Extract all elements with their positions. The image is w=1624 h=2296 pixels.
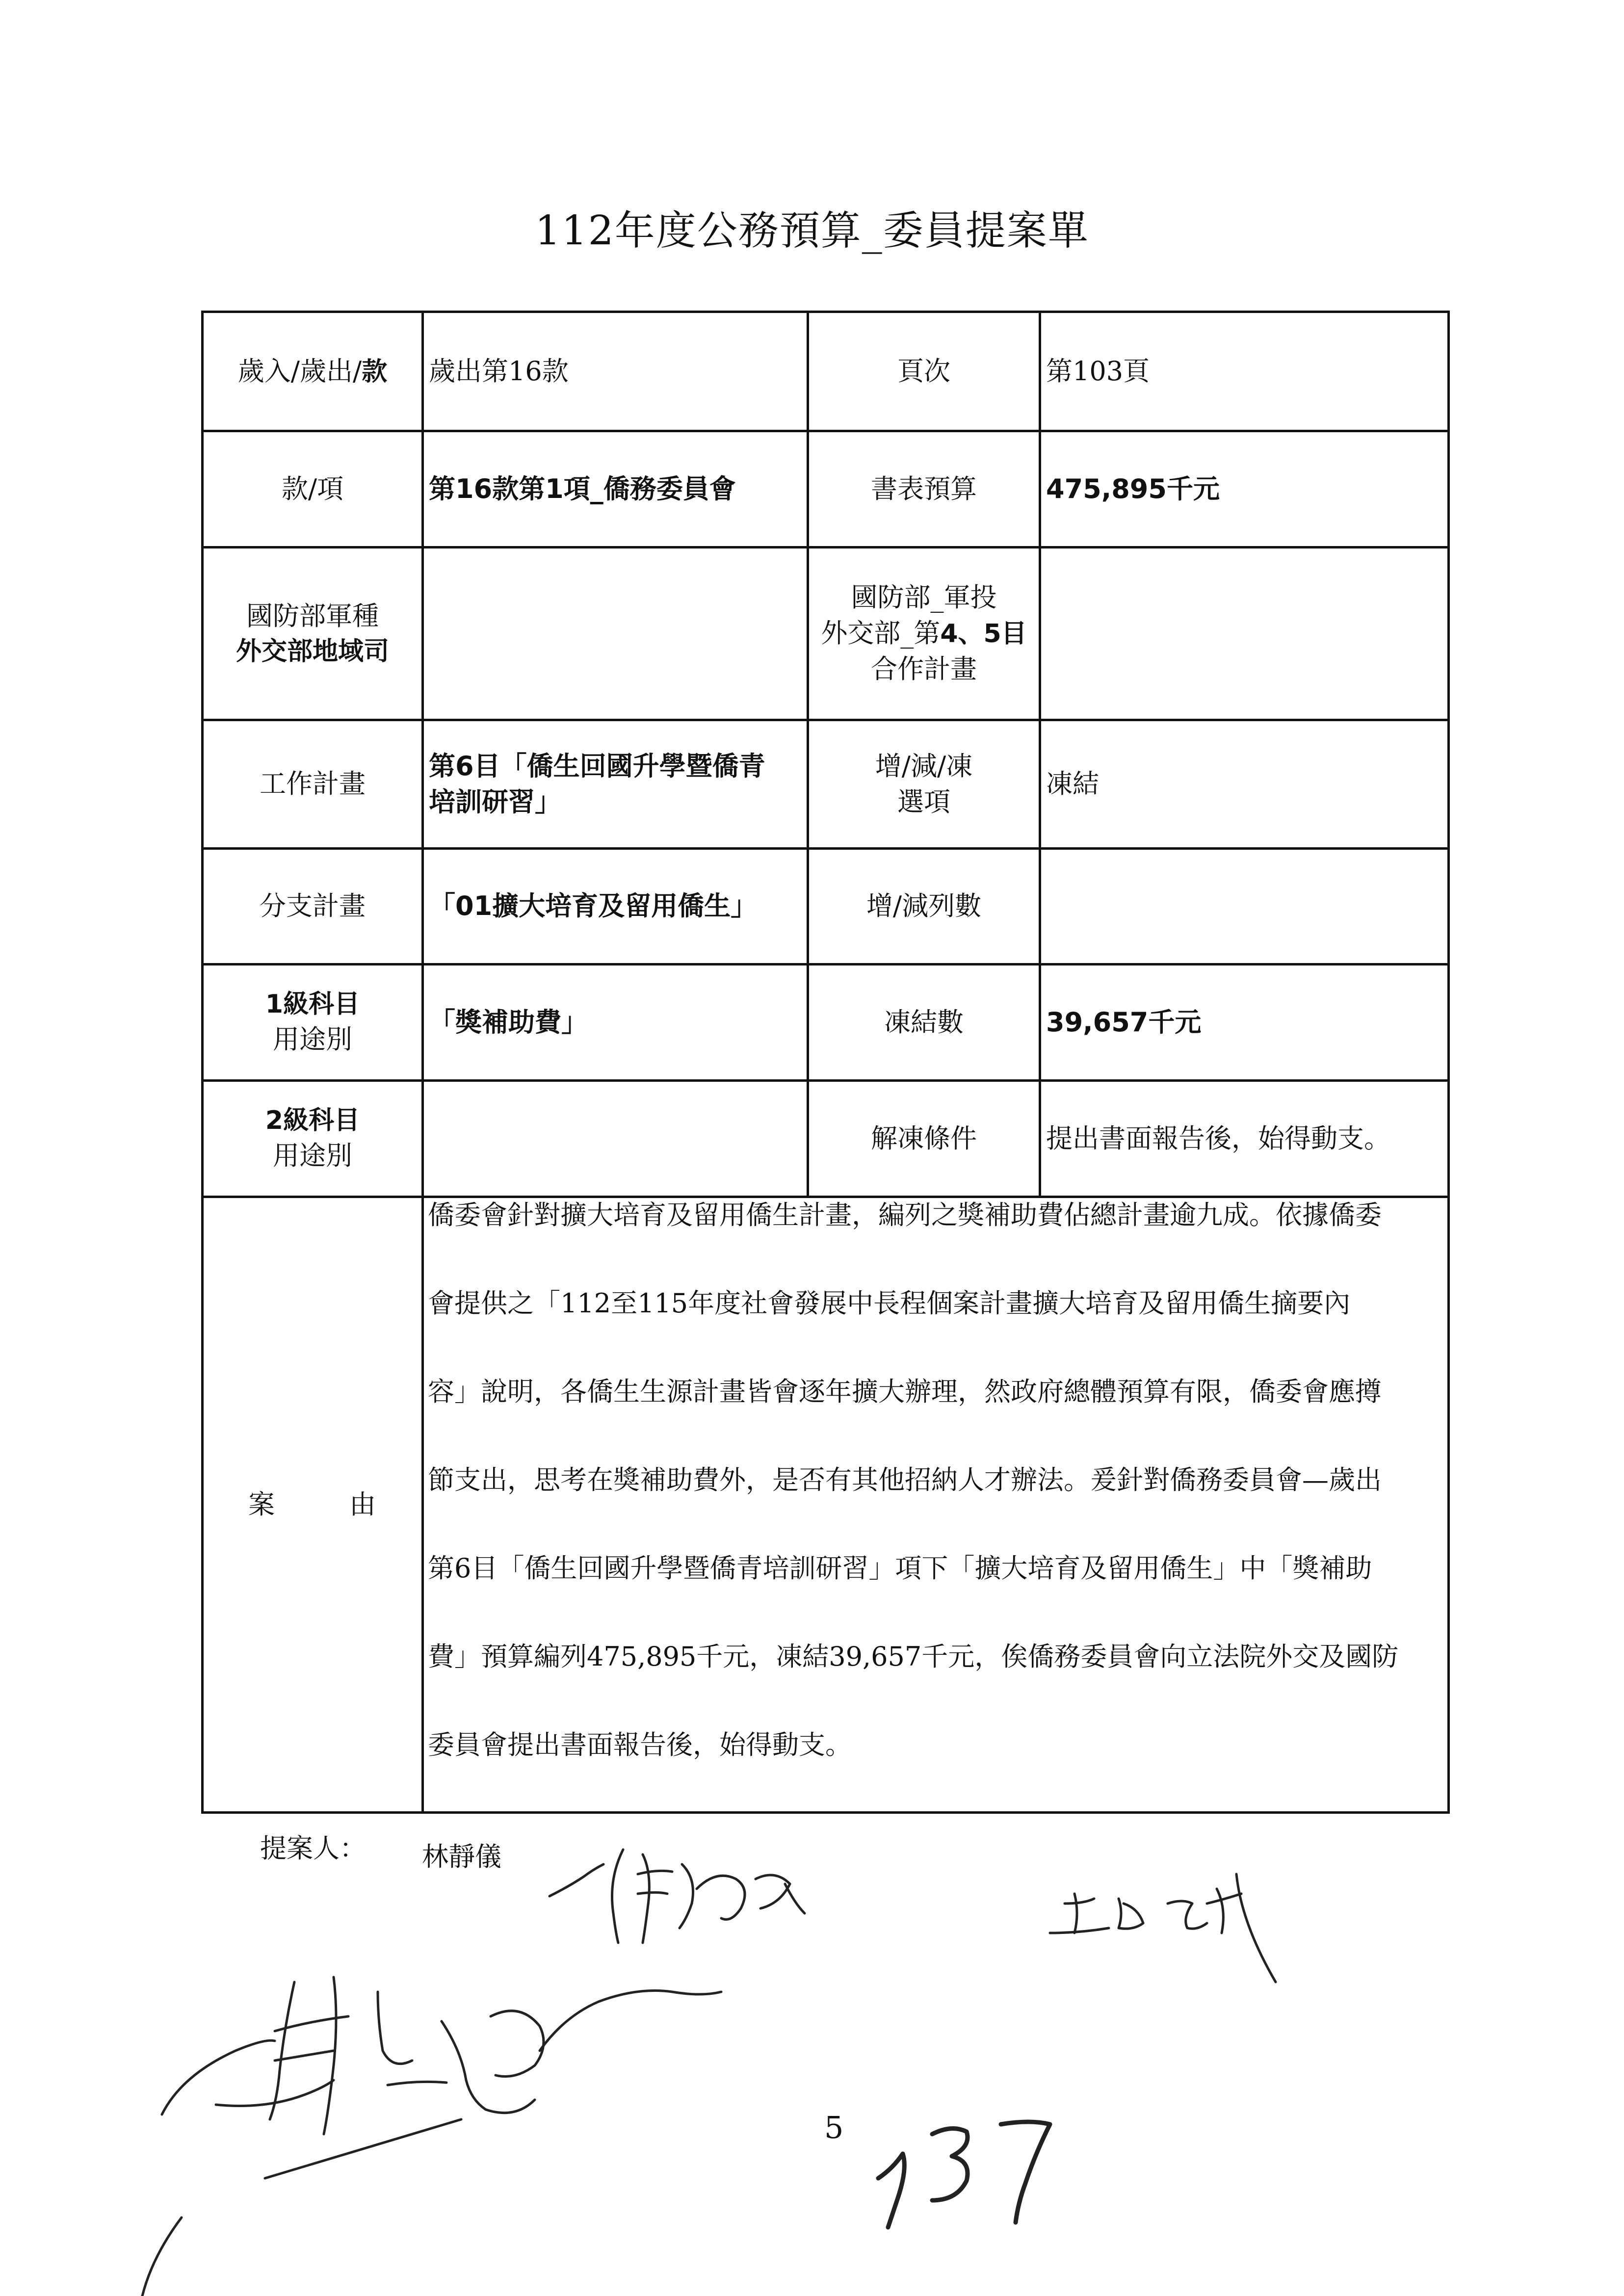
label-revenue-expense: 歲入/歲出/款 [203,312,423,431]
proposer-label: 提案人： [260,1833,366,1864]
form-row-item [203,431,1449,548]
reason-line: 會提供之「112至115年度社會發展中長程個案計畫擴大培育及留用僑生摘要內 [428,1288,1351,1319]
handwritten-signature-3 [142,1977,721,2296]
label-section-item: 款/項 [203,431,423,548]
value-page: 第103頁 [1040,312,1449,431]
value-budget: 475,895千元 [1040,431,1449,548]
proposer-name: 林靜儀 [422,1841,501,1872]
label-unfreeze-condition: 解凍條件 [808,1081,1040,1197]
value-work-plan: 第6目「僑生回國升學暨僑青 培訓研習」 [423,720,808,849]
label-level2-subject: 2級科目 用途別 [203,1081,423,1197]
page-number: 5 [824,2110,844,2145]
value-adjust-option: 凍結 [1040,720,1449,849]
label-ministry: 國防部軍種 外交部地域司 [203,548,423,720]
form-row-ministry [203,548,1449,720]
label-reason: 案 由 [203,1197,423,1813]
reason-line: 容」說明，各僑生生源計畫皆會逐年擴大辦理，然政府總體預算有限，僑委會應撙 [428,1376,1382,1407]
proposal-form-table [201,311,1450,1814]
label-frozen-amount: 凍結數 [808,965,1040,1081]
form-row-work-plan [203,720,1449,849]
handwritten-signature-1 [550,1850,805,1943]
value-revenue-expense: 歲出第16款 [423,312,808,431]
form-row-reason [203,1197,1449,1813]
value-frozen-amount: 39,657千元 [1040,965,1449,1081]
document-title: 112年度公務預算_委員提案單 [535,208,1089,254]
reason-line: 第6目「僑生回國升學暨僑青培訓研習」項下「擴大培育及留用僑生」中「獎補助 [428,1553,1372,1584]
label-cooperation-plan: 國防部_軍投 外交部_第4、5目 合作計畫 [808,548,1040,720]
form-row-level1 [203,965,1449,1081]
handwritten-signature-2 [1050,1874,1276,1982]
label-branch-plan: 分支計畫 [203,849,423,965]
label-budget: 書表預算 [808,431,1040,548]
reason-line: 節支出，思考在獎補助費外，是否有其他招納人才辦法。爰針對僑務委員會—歲出 [428,1464,1382,1495]
reason-text [423,1197,1449,1813]
value-section-item: 第16款第1項_僑務委員會 [423,431,808,548]
reason-line: 僑委會針對擴大培育及留用僑生計畫，編列之獎補助費佔總計畫逾九成。依據僑委 [428,1200,1382,1230]
value-unfreeze-condition: 提出書面報告後，始得動支。 [1040,1081,1449,1197]
value-level1-subject: 「獎補助費」 [423,965,808,1081]
label-work-plan: 工作計畫 [203,720,423,849]
label-page: 頁次 [808,312,1040,431]
value-ministry [423,548,808,720]
form-row-branch-plan [203,849,1449,965]
value-branch-plan: 「01擴大培育及留用僑生」 [423,849,808,965]
value-cooperation-plan [1040,548,1449,720]
value-adjust-amount [1040,849,1449,965]
label-adjust-amount: 增/減列數 [808,849,1040,965]
label-level1-subject: 1級科目 用途別 [203,965,423,1081]
form-row-category [203,312,1449,431]
handwritten-number [878,2122,1050,2227]
reason-line: 費」預算編列475,895千元，凍結39,657千元，俟僑務委員會向立法院外交及國防 [428,1641,1399,1672]
label-adjust-option: 增/減/凍 選項 [808,720,1040,849]
reason-line: 委員會提出書面報告後，始得動支。 [428,1729,852,1760]
